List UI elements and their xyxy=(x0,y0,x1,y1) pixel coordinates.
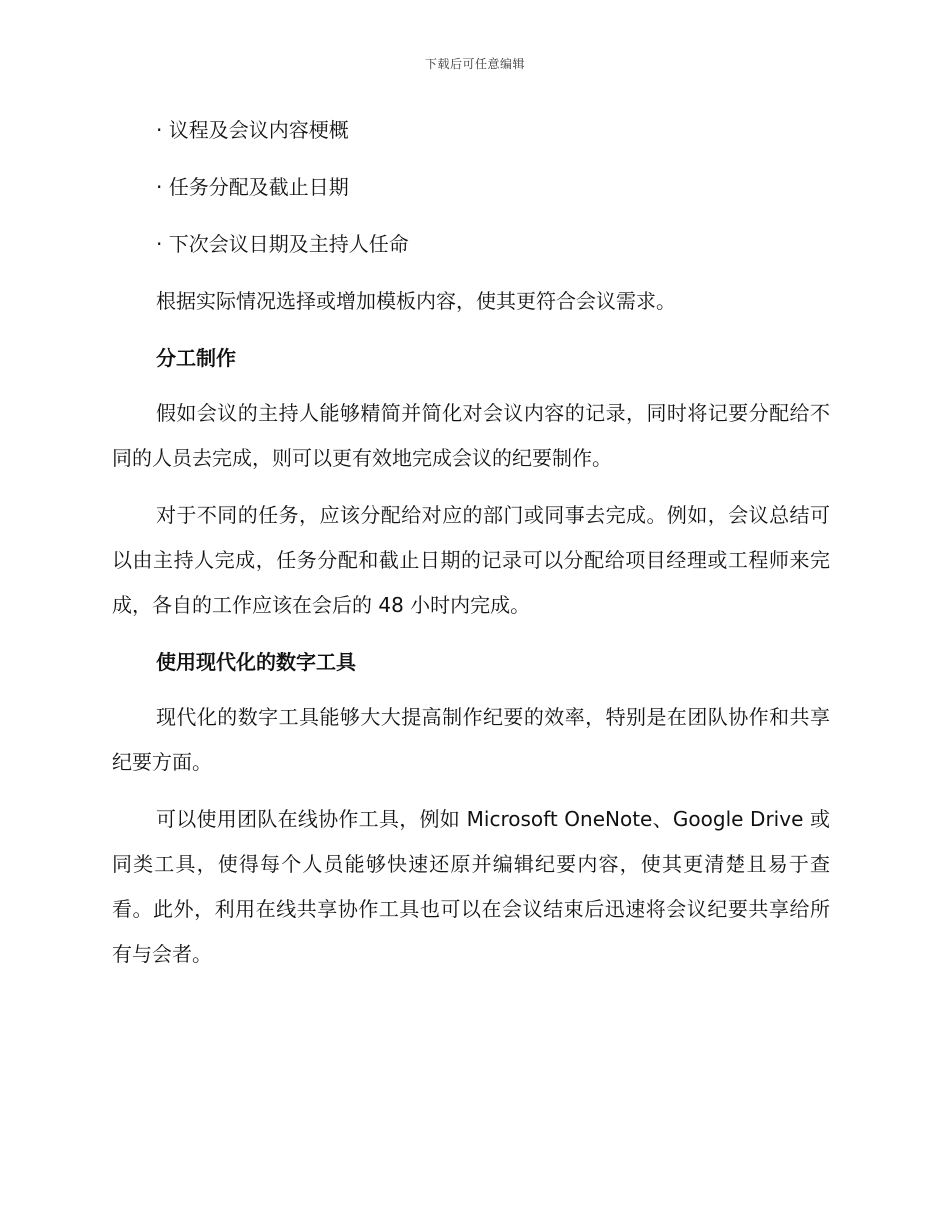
paragraph-task-assignment: 对于不同的任务，应该分配给对应的部门或同事去完成。例如，会议总结可以由主持人完成，任务分配和截止日期的记录可以分配给项目经理或工程师来完成，各自的工作应该在会后的 48 小时内完成。 xyxy=(112,503,830,617)
header-note: 下载后可任意编辑 xyxy=(424,57,525,71)
bullet-item-agenda: · 议程及会议内容梗概 xyxy=(156,118,349,142)
paragraph-digital-tools-intro: 现代化的数字工具能够大大提高制作纪要的效率，特别是在团队协作和共享纪要方面。 xyxy=(112,705,830,774)
section-heading-division-of-work: 分工制作 xyxy=(156,346,236,370)
paragraph-template-note: 根据实际情况选择或增加模板内容，使其更符合会议需求。 xyxy=(156,289,676,313)
document-body xyxy=(112,108,830,977)
paragraph-division-intro: 假如会议的主持人能够精简并简化对会议内容的记录，同时将记要分配给不同的人员去完成，则可以更有效地完成会议的纪要制作。 xyxy=(112,401,830,470)
bullet-item-next-meeting: · 下次会议日期及主持人任命 xyxy=(156,232,409,256)
section-heading-digital-tools: 使用现代化的数字工具 xyxy=(156,650,356,674)
bullet-item-tasks: · 任务分配及截止日期 xyxy=(156,175,349,199)
paragraph-collaboration-tools: 可以使用团队在线协作工具，例如 Microsoft OneNote、Google Drive 或同类工具，使得每个人员能够快速还原并编辑纪要内容，使其更清楚且易于查看。此外，利用在线共享协作工具也可以在会议结束后迅速将会议纪要共享给所有与会者。 xyxy=(112,807,830,966)
